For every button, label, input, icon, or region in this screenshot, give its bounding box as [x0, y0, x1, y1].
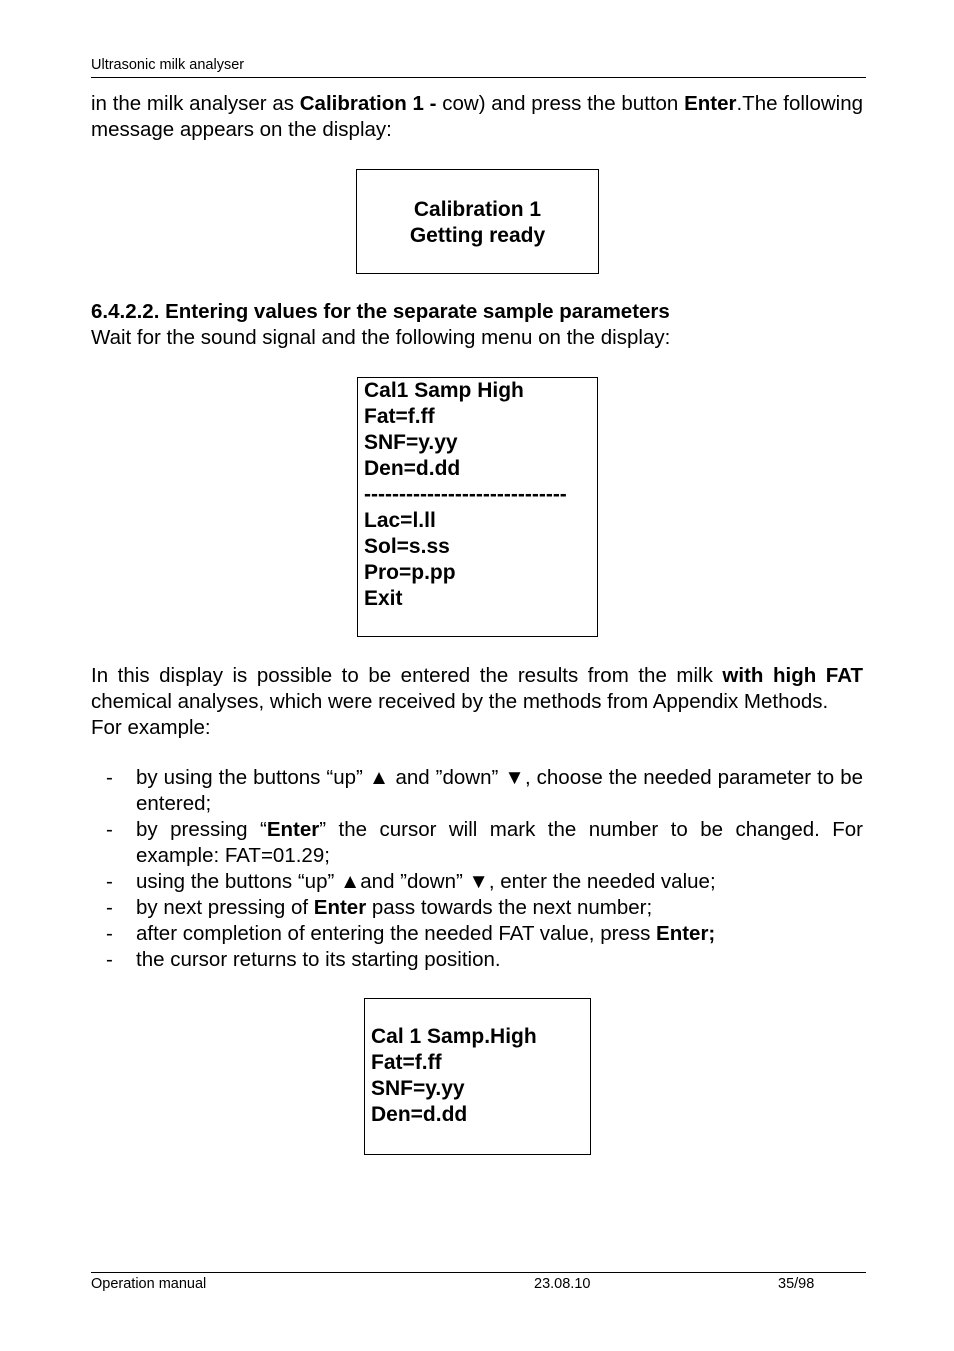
- display-line: Exit: [364, 587, 403, 610]
- display-line: SNF=y.yy: [371, 1077, 465, 1100]
- list-item-text: pass towards the next number;: [366, 896, 653, 919]
- display-line: Cal1 Samp High: [364, 379, 524, 402]
- list-item-text: ” the cursor will mark the number to be changed. For example: FAT=01.29;: [136, 818, 864, 867]
- list-item-text: the cursor returns to its starting position.: [136, 948, 501, 971]
- body-text-1: In this display is possible to be entered the results from the milk: [91, 664, 723, 687]
- list-item-text: after completion of entering the needed FAT value, press: [136, 922, 657, 945]
- list-item: [91, 765, 863, 817]
- header-title: Ultrasonic milk analyser: [91, 57, 245, 73]
- bullet-dash: -: [106, 896, 113, 919]
- list-item: [91, 817, 863, 869]
- display-line: Den=d.dd: [371, 1103, 468, 1126]
- display-line: Calibration 1: [413, 198, 542, 221]
- display-calibration-ready: [356, 169, 599, 274]
- intro-bold-calibration: Calibration 1 -: [299, 92, 437, 115]
- footer-page-number: 35/98: [778, 1276, 815, 1292]
- list-item-text: using the buttons “up” ▲and ”down” ▼, enter the needed value;: [136, 870, 716, 893]
- instruction-list: [91, 765, 863, 973]
- list-item-bold: Enter: [313, 896, 367, 919]
- footer-date: 23.08.10: [534, 1276, 591, 1292]
- list-item-text: by next pressing of: [136, 896, 314, 919]
- footer-divider: [91, 1272, 866, 1273]
- example-label: For example:: [91, 716, 211, 739]
- section-intro: Wait for the sound signal and the following menu on the display:: [91, 326, 671, 349]
- intro-text-1: in the milk analyser as: [91, 92, 300, 115]
- intro-text-2: cow) and press the button: [436, 92, 685, 115]
- list-item: [91, 869, 863, 895]
- display-line: Den=d.dd: [364, 457, 461, 480]
- header-divider: [91, 77, 866, 78]
- bullet-dash: -: [106, 948, 113, 971]
- bullet-dash: -: [106, 922, 113, 945]
- display-line: Cal 1 Samp.High: [371, 1025, 537, 1048]
- list-item-text: by using the buttons “up” ▲ and ”down” ▼, choose the needed parameter to be entered;: [136, 766, 863, 815]
- display-line: SNF=y.yy: [364, 431, 458, 454]
- display-line: Sol=s.ss: [364, 535, 450, 558]
- list-item-bold: Enter;: [656, 922, 716, 945]
- body-paragraph: [91, 663, 863, 741]
- list-item-bold: Enter: [266, 818, 320, 841]
- bullet-dash: -: [106, 766, 113, 789]
- body-bold-high-fat: with high FAT: [722, 664, 864, 687]
- list-item-text: by pressing “: [136, 818, 267, 841]
- intro-bold-enter: Enter: [684, 92, 737, 115]
- bullet-dash: -: [106, 870, 113, 893]
- list-item: [91, 947, 863, 973]
- bullet-dash: -: [106, 818, 113, 841]
- section-heading: 6.4.2.2. Entering values for the separate sample parameters: [91, 300, 670, 323]
- display-line: Lac=l.ll: [364, 509, 436, 532]
- footer-title: Operation manual: [91, 1276, 207, 1292]
- list-item: [91, 895, 863, 921]
- display-line: Getting ready: [409, 224, 546, 247]
- display-line: Pro=p.pp: [364, 561, 456, 584]
- list-item: [91, 921, 863, 947]
- display-cal1-samp-high: [364, 998, 591, 1155]
- body-text-2: chemical analyses, which were received by the methods from Appendix Methods.: [91, 690, 829, 713]
- intro-text-3: .The following message appears on the display:: [91, 92, 864, 141]
- intro-paragraph: [91, 91, 863, 143]
- display-line: Fat=f.ff: [371, 1051, 442, 1074]
- display-separator: -----------------------------: [364, 483, 567, 506]
- display-cal1-menu: [357, 377, 598, 637]
- display-line: Fat=f.ff: [364, 405, 435, 428]
